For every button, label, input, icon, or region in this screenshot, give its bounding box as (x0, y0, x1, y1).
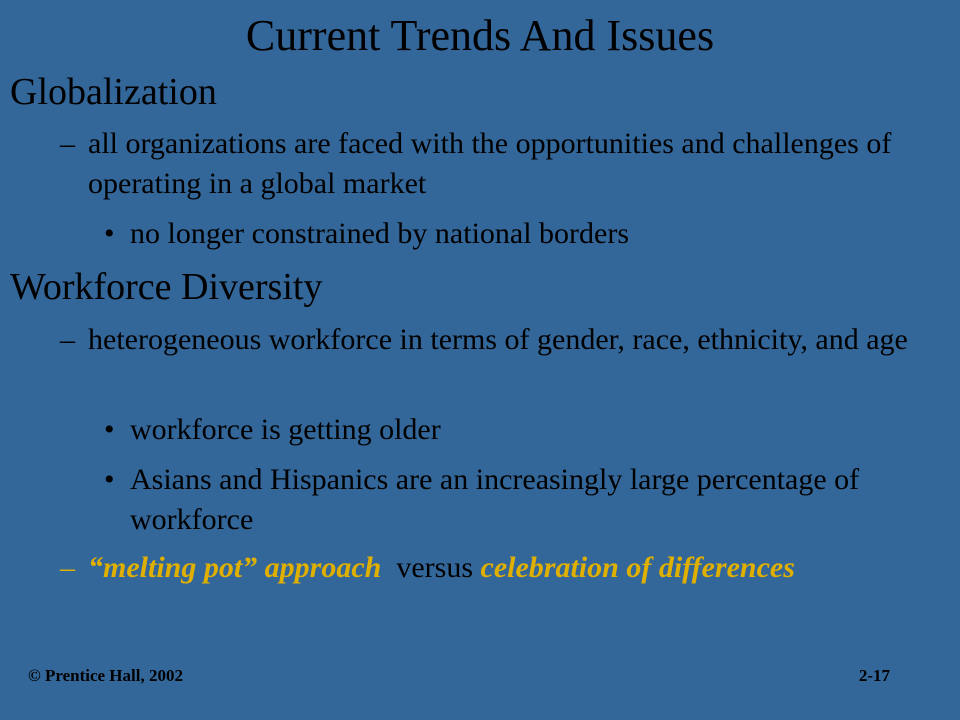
bullet-marker: • (104, 217, 115, 250)
subpoint-text: workforce is getting older (130, 413, 441, 446)
page-number: 2-17 (858, 666, 890, 685)
bullet-marker: • (104, 413, 115, 446)
dash-marker: – (60, 323, 75, 356)
point-text: heterogeneous workforce in terms of gender, race, ethnicity, and age (88, 323, 908, 356)
heading-workforce-diversity: Workforce Diversity (10, 266, 323, 308)
copyright-footer: © Prentice Hall, 2002 (28, 666, 183, 685)
dash-marker: – (60, 127, 75, 160)
slide-title: Current Trends And Issues (245, 11, 715, 60)
versus-text: versus (396, 551, 474, 584)
heading-globalization: Globalization (10, 71, 217, 113)
point-globalization (60, 124, 948, 204)
subpoint-text: no longer constrained by national borders (130, 217, 630, 250)
celebration-text: celebration of differences (480, 551, 795, 584)
subpoint-text: Asians and Hispanics are an increasingly large percentage of workforce (130, 463, 860, 536)
dash-marker: – (60, 551, 75, 584)
subpoint-older (104, 410, 930, 450)
point-workforce (60, 320, 948, 360)
subpoint-borders (104, 214, 930, 254)
point-melting-pot (60, 548, 948, 588)
subpoint-asians-hispanics (104, 460, 930, 540)
point-text: all organizations are faced with the opportunities and challenges of operating in a global market (88, 127, 892, 200)
melting-pot-text: “melting pot” approach (88, 551, 382, 584)
bullet-marker: • (104, 463, 115, 496)
